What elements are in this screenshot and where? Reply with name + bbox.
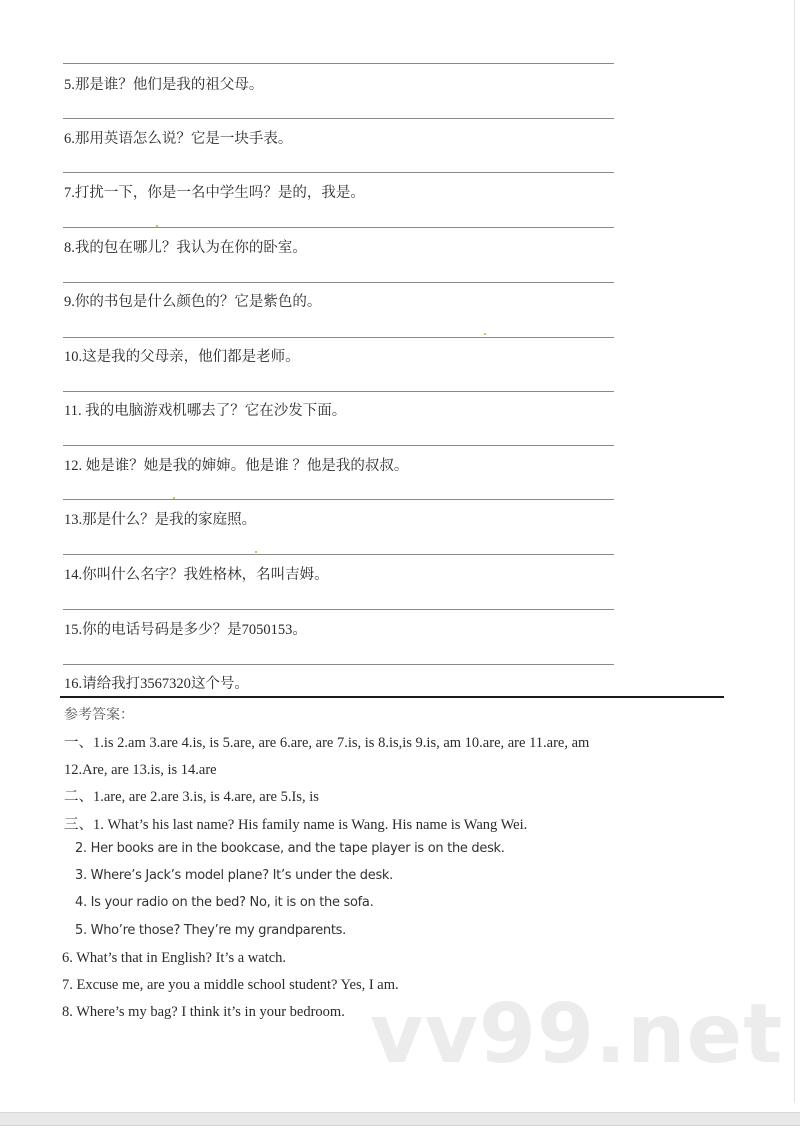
question-6: 6.那用英语怎么说？它是一块手表。 bbox=[64, 131, 293, 147]
question-9: 9.你的书包是什么颜色的？它是紫色的。 bbox=[64, 294, 322, 310]
question-14: 14.你叫什么名字？我姓格林，名叫吉姆。 bbox=[64, 567, 329, 583]
question-10: 10.这是我的父母亲，他们都是老师。 bbox=[64, 349, 300, 365]
answer-line bbox=[63, 554, 614, 555]
page-separator bbox=[0, 1112, 800, 1126]
answer-line bbox=[63, 445, 614, 446]
answers-section-1-line-1: 一、1.is 2.am 3.are 4.is, is 5.are, are 6.are, are 7.is, is 8.is,is 9.is, am 10.are, are 11.are, am bbox=[64, 735, 590, 751]
question-15: 15.你的电话号码是多少？是7050153。 bbox=[64, 622, 307, 638]
question-5: 5.那是谁？他们是我的祖父母。 bbox=[64, 77, 264, 93]
answer-line bbox=[63, 172, 614, 173]
answers-section-3-item-2: 2. Her books are in the bookcase, and the tape player is on the desk. bbox=[75, 841, 505, 856]
answer-line bbox=[63, 118, 614, 119]
answers-section-3-item-1: 三、1. What’s his last name? His family name is Wang. His name is Wang Wei. bbox=[64, 817, 528, 833]
answers-heading: 参考答案： bbox=[64, 708, 134, 723]
artifact-dot bbox=[255, 551, 257, 553]
question-8: 8.我的包在哪儿？我认为在你的卧室。 bbox=[64, 240, 307, 256]
answers-section-3-item-5: 5. Who’re those? They’re my grandparents. bbox=[75, 923, 346, 938]
artifact-dot bbox=[484, 333, 486, 335]
answer-line bbox=[63, 337, 614, 338]
answers-section-1-line-2: 12.Are, are 13.is, is 14.are bbox=[64, 762, 217, 778]
answer-line bbox=[63, 499, 614, 500]
answers-section-3-item-7: 7. Excuse me, are you a middle school student? Yes, I am. bbox=[62, 977, 399, 993]
question-11: 11. 我的电脑游戏机哪去了？它在沙发下面。 bbox=[64, 403, 347, 419]
watermark: vv99.net bbox=[370, 987, 784, 1082]
artifact-dot bbox=[173, 497, 175, 499]
question-12: 12. 她是谁？她是我的婶婶。他是谁 ？他是我的叔叔。 bbox=[64, 458, 409, 474]
section-divider bbox=[60, 696, 724, 698]
question-7: 7.打扰一下，你是一名中学生吗？是的，我是。 bbox=[64, 185, 365, 201]
answers-section-3-item-8: 8. Where’s my bag? I think it’s in your bedroom. bbox=[62, 1004, 345, 1020]
answers-section-3-item-4: 4. Is your radio on the bed? No, it is on the sofa. bbox=[75, 895, 374, 910]
answer-line bbox=[63, 664, 614, 665]
artifact-dot bbox=[156, 225, 158, 227]
answer-line bbox=[63, 391, 614, 392]
answers-section-3-item-6: 6. What’s that in English? It’s a watch. bbox=[62, 950, 287, 966]
question-16: 16.请给我打3567320这个号。 bbox=[64, 676, 249, 692]
answers-section-3-item-3: 3. Where’s Jack’s model plane? It’s under the desk. bbox=[75, 868, 393, 883]
answer-line bbox=[63, 609, 614, 610]
answer-line bbox=[63, 227, 614, 228]
answers-section-2: 二、1.are, are 2.are 3.is, is 4.are, are 5.Is, is bbox=[64, 789, 319, 805]
answer-line bbox=[63, 63, 614, 64]
question-13: 13.那是什么？是我的家庭照。 bbox=[64, 512, 257, 528]
answer-line bbox=[63, 282, 614, 283]
